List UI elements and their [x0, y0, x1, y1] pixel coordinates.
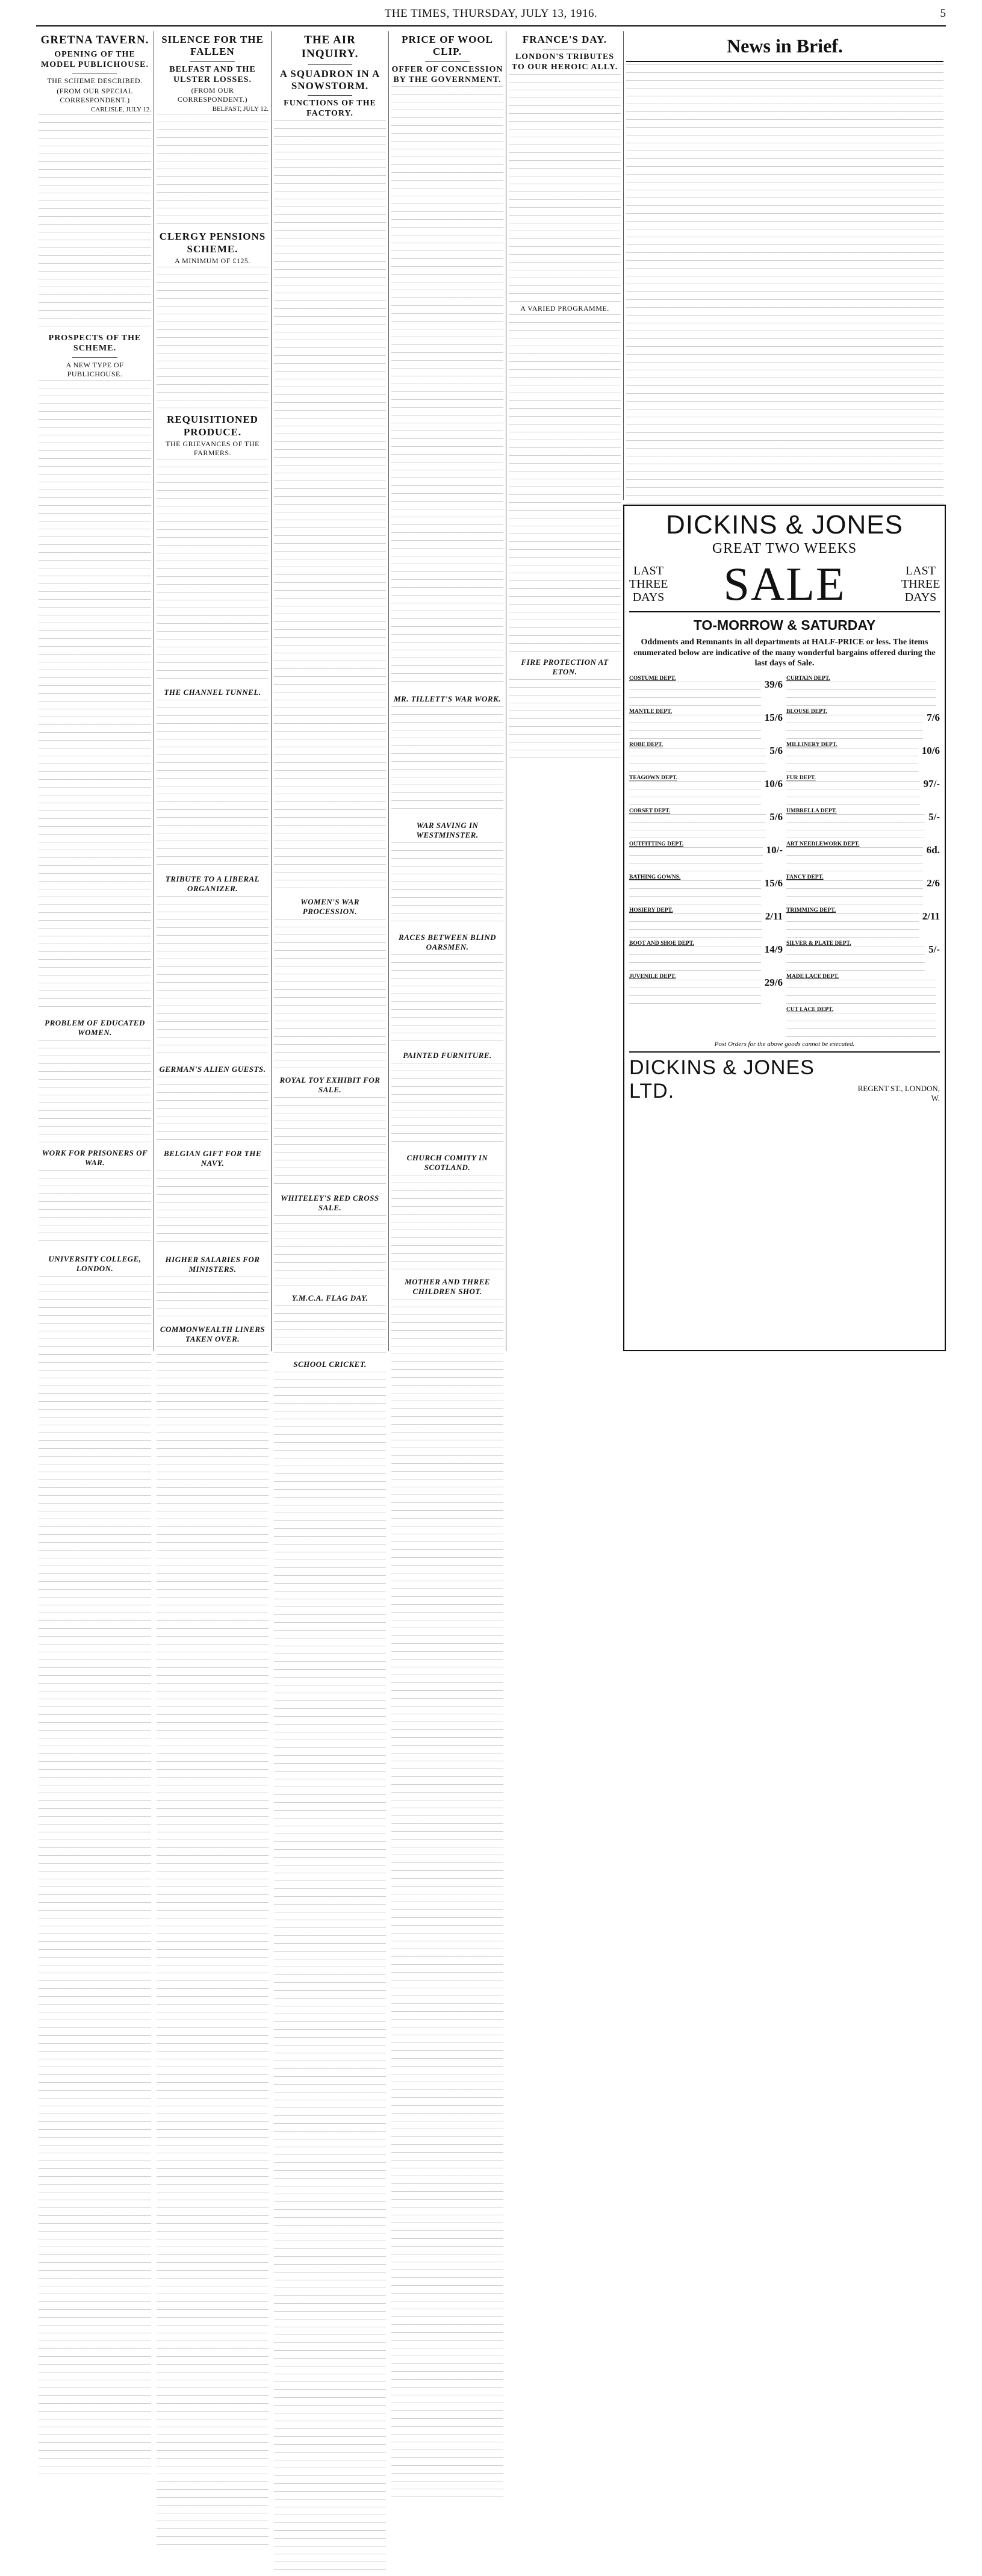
- ad-dept-price: 10/6: [764, 777, 783, 789]
- ad-dept-name: HOSIERY DEPT.: [629, 907, 673, 913]
- column-4: [388, 31, 506, 1351]
- ad-dept-price: 15/6: [764, 711, 783, 723]
- ad-dept-text: [786, 1013, 936, 1037]
- ad-dept-price: 5/-: [928, 810, 940, 823]
- ad-dept-name: SILVER & PLATE DEPT.: [786, 940, 851, 947]
- ad-dept-price: 39/6: [764, 678, 783, 690]
- ad-dept-price: 6d.: [926, 844, 940, 856]
- ad-dept-line: [786, 682, 940, 706]
- headline-womens-procession: WOMEN'S WAR PROCESSION.: [300, 897, 359, 916]
- column-1: [36, 31, 154, 1351]
- ad-dept-text: [786, 748, 918, 772]
- divider: [72, 357, 117, 358]
- headline-blind-oarsmen: RACES BETWEEN BLIND OARSMEN.: [399, 933, 496, 952]
- ad-tomorrow-saturday: TO-MORROW & SATURDAY: [629, 611, 940, 633]
- headline-church-comity: CHURCH COMITY IN SCOTLAND.: [406, 1153, 488, 1172]
- page-number: 5: [940, 7, 946, 20]
- headline-requisitioned-produce: REQUISITIONED PRODUCE.: [167, 414, 258, 438]
- ad-dept-name: JUVENILE DEPT.: [629, 973, 676, 980]
- headline-wool-clip: PRICE OF WOOL CLIP.: [402, 34, 493, 58]
- ad-dept-text: [629, 880, 761, 904]
- headline-mother-shot: MOTHER AND THREE CHILDREN SHOT.: [405, 1277, 490, 1296]
- ad-dept-name: FUR DEPT.: [786, 774, 816, 781]
- article-text: [274, 1215, 386, 1287]
- ad-departments-right: [786, 673, 940, 1037]
- headline-belfast: BELFAST AND THE ULSTER LOSSES.: [169, 64, 256, 84]
- ad-dept-price: [936, 980, 940, 1004]
- ad-dept-price: [936, 682, 940, 706]
- ad-dept-text: [786, 947, 925, 971]
- headline-fire-protection: FIRE PROTECTION AT ETON.: [521, 657, 609, 676]
- headline-concession: OFFER OF CONCESSION BY THE GOVERNMENT.: [391, 64, 503, 84]
- ad-dept-name: MADE LACE DEPT.: [786, 973, 839, 980]
- subhead-grievances: THE GRIEVANCES OF THE FARMERS.: [166, 439, 259, 457]
- ad-sale-row: [629, 558, 940, 610]
- ad-last-days-right: LAST THREE DAYS: [901, 564, 940, 604]
- headline-royal-toy: ROYAL TOY EXHIBIT FOR SALE.: [279, 1075, 381, 1094]
- article-text: [157, 1277, 269, 1319]
- ad-dept-price: 2/11: [922, 910, 940, 922]
- ad-dept-name: BATHING GOWNS.: [629, 874, 681, 880]
- divider: [308, 95, 352, 96]
- article-text: [157, 459, 269, 682]
- headline-silence: SILENCE FOR THE FALLEN: [161, 34, 264, 58]
- divider: [425, 61, 470, 62]
- ad-dept-price: 5/6: [769, 810, 783, 823]
- dickins-jones-advert: [623, 505, 946, 1351]
- headline-frances-day: FRANCE'S DAY.: [522, 34, 608, 45]
- ad-dept-price: 5/-: [928, 943, 940, 955]
- article-text: [39, 1170, 151, 1248]
- article-text: [157, 1171, 269, 1249]
- ad-last-days-left: LAST THREE DAYS: [629, 564, 668, 604]
- article-text: [509, 314, 621, 652]
- column-5: [506, 31, 623, 1351]
- ad-dept-text: [786, 980, 936, 1004]
- ad-dept-name: MILLINERY DEPT.: [786, 741, 837, 748]
- article-text: [157, 1346, 269, 2551]
- ad-dept-text: [786, 781, 920, 805]
- ad-dept-text: [629, 847, 763, 871]
- headline-liberal-organizer: TRIBUTE TO A LIBERAL ORGANIZER.: [165, 874, 260, 893]
- ad-dept-name: BLOUSE DEPT.: [786, 708, 827, 715]
- headline-factory-functions: FUNCTIONS OF THE FACTORY.: [284, 99, 376, 119]
- article-text: [274, 1372, 386, 2576]
- dateline: CARLISLE, JULY 12.: [91, 106, 151, 114]
- subhead-varied-programme: A VARIED PROGRAMME.: [520, 303, 609, 313]
- column-2: [154, 31, 271, 1351]
- ad-sale: SALE: [723, 558, 846, 610]
- headline-gretna: GRETNA TAVERN.: [40, 34, 149, 46]
- ad-dept-text: [629, 715, 761, 739]
- headline-educated-women: PROBLEM OF EDUCATED WOMEN.: [45, 1018, 145, 1037]
- article-text: [157, 896, 269, 1059]
- ad-dept-text: [786, 880, 923, 904]
- ad-dept-line: [786, 1013, 940, 1037]
- ad-dept-text: [629, 980, 761, 1004]
- ad-dept-text: [786, 715, 923, 739]
- ad-dept-text: [786, 847, 923, 871]
- ad-dept-name: CUT LACE DEPT.: [786, 1006, 834, 1013]
- article-text: [391, 842, 503, 927]
- article-text: [391, 706, 503, 815]
- ad-great-two-weeks: GREAT TWO WEEKS: [712, 541, 857, 556]
- ad-dept-price: 10/6: [921, 744, 940, 756]
- ad-dept-price: 7/6: [927, 711, 940, 723]
- ad-dept-name: FANCY DEPT.: [786, 874, 824, 880]
- article-text: [157, 1077, 269, 1143]
- ad-dept-name: BOOT AND SHOE DEPT.: [629, 940, 694, 947]
- ad-dept-price: 10/-: [766, 844, 783, 856]
- headline-belgian-gift: BELGIAN GIFT FOR THE NAVY.: [163, 1148, 262, 1168]
- article-text: [39, 114, 151, 331]
- headline-channel-tunnel: THE CHANNEL TUNNEL.: [164, 687, 261, 697]
- ad-dept-price: 5/6: [769, 744, 783, 756]
- headline-squadron: A SQUADRON IN A SNOWSTORM.: [279, 67, 381, 92]
- ad-dept-text: [786, 814, 925, 838]
- ad-dept-name: COSTUME DEPT.: [629, 675, 676, 682]
- headline-university-college: UNIVERSITY COLLEGE, LONDON.: [48, 1254, 141, 1273]
- headline-news-in-brief: News in Brief.: [626, 35, 943, 62]
- ad-departments: [629, 673, 940, 1037]
- column-6: [623, 31, 946, 500]
- article-text: [39, 1276, 151, 2480]
- article-text: [391, 954, 503, 1045]
- ad-dept-name: OUTFITTING DEPT.: [629, 841, 684, 847]
- ad-dept-name: UMBRELLA DEPT.: [786, 807, 837, 814]
- ad-address: REGENT ST., LONDON, W.: [857, 1084, 940, 1103]
- dateline: BELFAST, JULY 12.: [212, 105, 269, 113]
- ad-departments-left: [629, 673, 783, 1037]
- ad-dept-text: [629, 748, 766, 772]
- ad-dept-price: 2/6: [927, 877, 940, 889]
- masthead-rule: [36, 25, 946, 26]
- ad-dept-text: [629, 814, 766, 838]
- headline-war-saving: WAR SAVING IN WESTMINSTER.: [416, 821, 479, 840]
- ad-dept-price: 14/9: [764, 943, 783, 955]
- headline-commonwealth-liners: COMMONWEALTH LINERS TAKEN OVER.: [160, 1324, 266, 1343]
- subhead-minimum: A MINIMUM OF £125.: [175, 257, 250, 266]
- ad-dept-text: [629, 781, 761, 805]
- headline-clergy-pensions: CLERGY PENSIONS SCHEME.: [159, 231, 266, 255]
- headline-school-cricket: SCHOOL CRICKET.: [293, 1359, 367, 1369]
- ad-offer-text: Oddments and Remnants in all departments at HALF-PRICE or less. The items enumerated below are indicative of the many wonderful bargains offered during the last days of Sale.: [633, 638, 936, 668]
- ad-dept-price: [936, 1013, 940, 1037]
- ad-dept-name: ART NEEDLEWORK DEPT.: [786, 841, 860, 847]
- byline: (FROM OUR CORRESPONDENT.): [177, 86, 248, 104]
- ad-dept-name: CORSET DEPT.: [629, 807, 671, 814]
- divider: [308, 64, 352, 65]
- ad-brand: DICKINS & JONES: [666, 510, 903, 540]
- headline-model-publichouse: OPENING OF THE MODEL PUBLICHOUSE.: [40, 49, 149, 69]
- article-text: [391, 86, 503, 688]
- ad-dept-price: 97/-: [923, 777, 940, 789]
- ad-dept-name: ROBE DEPT.: [629, 741, 663, 748]
- ad-post-orders-note: Post Orders for the above goods cannot be executed.: [714, 1040, 855, 1048]
- ad-dept-text: [629, 947, 761, 971]
- subhead-scheme: THE SCHEME DESCRIBED.: [47, 76, 143, 86]
- ad-dept-text: [786, 682, 936, 706]
- article-text: [157, 700, 269, 868]
- ad-dept-price: 29/6: [764, 976, 783, 988]
- article-text: [157, 114, 269, 228]
- ad-bottom-banner: [629, 1051, 940, 1103]
- article-text: [274, 1305, 386, 1354]
- article-text: [274, 120, 386, 891]
- ad-dept-name: TRIMMING DEPT.: [786, 907, 836, 913]
- article-text: [391, 1299, 503, 2503]
- article-text: [39, 1040, 151, 1142]
- ad-dept-price: 2/11: [765, 910, 783, 922]
- column-3: [271, 31, 388, 1369]
- headline-higher-salaries: HIGHER SALARIES FOR MINISTERS.: [165, 1254, 260, 1274]
- article-text: [391, 1175, 503, 1271]
- headline-prospects: PROSPECTS OF THE SCHEME.: [48, 334, 141, 353]
- headline-painted-furniture: PAINTED FURNITURE.: [403, 1051, 492, 1060]
- headline-german-alien-guests: GERMAN'S ALIEN GUESTS.: [159, 1064, 266, 1074]
- ad-dept-line: [786, 980, 940, 1004]
- ad-dept-price: 15/6: [764, 877, 783, 889]
- headline-air-inquiry: THE AIR INQUIRY.: [301, 34, 359, 60]
- article-text: [39, 380, 151, 1012]
- headline-whiteleys: WHITELEY'S RED CROSS SALE.: [281, 1193, 379, 1212]
- subhead-new-type: A NEW TYPE OF PUBLICHOUSE.: [66, 360, 124, 378]
- ad-dept-name: MANTLE DEPT.: [629, 708, 673, 715]
- article-text: [274, 919, 386, 1069]
- headline-prisoners-of-war: WORK FOR PRISONERS OF WAR.: [42, 1148, 148, 1167]
- ad-dept-text: [629, 682, 761, 706]
- byline: (FROM OUR SPECIAL CORRESPONDENT.): [57, 87, 133, 105]
- ad-dept-text: [629, 913, 762, 938]
- ad-dept-name: CURTAIN DEPT.: [786, 675, 830, 682]
- article-text: [391, 1063, 503, 1147]
- divider: [190, 61, 235, 62]
- masthead-title: THE TIMES, THURSDAY, JULY 13, 1916.: [384, 7, 598, 20]
- article-text: [157, 267, 269, 411]
- headline-ymca-flag-day: Y.M.C.A. FLAG DAY.: [291, 1293, 368, 1302]
- ad-dept-text: [786, 913, 919, 938]
- article-text: [274, 1097, 386, 1187]
- ad-dept-name: TEAGOWN DEPT.: [629, 774, 678, 781]
- headline-tillett: MR. TILLETT'S WAR WORK.: [393, 694, 501, 704]
- article-text: [509, 679, 621, 764]
- headline-london-tributes: LONDON'S TRIBUTES TO OUR HEROIC ALLY.: [511, 52, 618, 72]
- ad-bottom-brand: DICKINS & JONES LTD.: [629, 1056, 815, 1103]
- article-text: [509, 74, 621, 303]
